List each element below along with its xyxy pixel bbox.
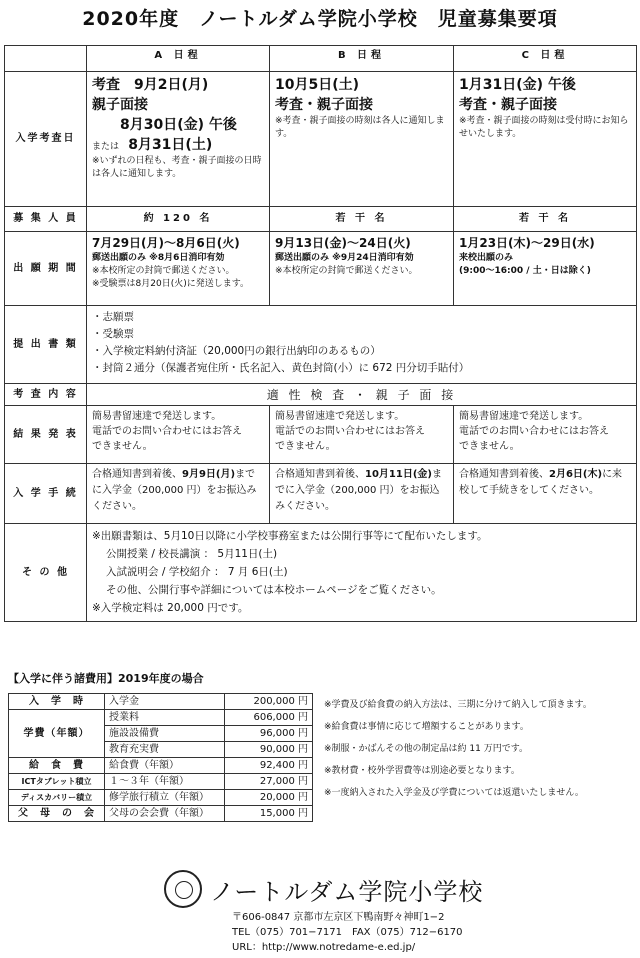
other-line: 入試説明会 / 学校紹介 ： 7 月 6日(土) bbox=[106, 566, 288, 578]
result-line: できません。 bbox=[275, 441, 336, 452]
exam-a-line3: 8月30日(金) 午後 bbox=[120, 117, 237, 133]
fee-cat: 入 学 時 bbox=[9, 694, 105, 710]
exam-c-note: ※考査・親子面接の時刻は受付時にお知らせいたします。 bbox=[459, 116, 629, 139]
school-name: ノートルダム学院小学校 bbox=[210, 878, 484, 906]
period-c-note1: (9:00～16:00 / 土・日は除く) bbox=[459, 266, 591, 276]
docs-item: ・志願票 bbox=[92, 311, 134, 323]
fee-amount: 15,000 円 bbox=[225, 806, 313, 822]
fee-item: 教育充実費 bbox=[105, 742, 225, 758]
fee-cat: 父 母 の 会 bbox=[9, 806, 105, 822]
page-title: 2020年度 ノートルダム学院小学校 児童募集要項 bbox=[82, 8, 558, 30]
fee-cat: ディスカバリー積立 bbox=[9, 790, 105, 806]
exam-a-or: または bbox=[92, 142, 120, 152]
fee-note: ※給食費は事情に応じて増額することがあります。 bbox=[324, 722, 529, 732]
fee-cat: ICTタブレット積立 bbox=[9, 774, 105, 790]
exam-c-line1: 1月31日(金) 午後 bbox=[459, 77, 576, 93]
fee-note: ※制服・かばんその他の制定品は約 11 万円です。 bbox=[324, 744, 528, 754]
period-a-range: 7月29日(月)～8月6日(火) bbox=[92, 236, 240, 250]
exam-b bbox=[270, 72, 454, 207]
fee-item: 授業料 bbox=[105, 710, 225, 726]
procedure-c bbox=[454, 464, 637, 524]
fee-amount: 606,000 円 bbox=[225, 710, 313, 726]
header-a: A 日程 bbox=[87, 46, 270, 72]
other-info bbox=[87, 524, 637, 622]
fee-notes bbox=[324, 694, 636, 804]
label-capacity: 募 集 人 員 bbox=[5, 207, 87, 232]
exam-b-note: ※考査・親子面接の時刻は各人に通知します。 bbox=[275, 116, 445, 139]
exam-c-line2: 考査・親子面接 bbox=[459, 97, 557, 113]
period-b-note1: ※本校所定の封筒で郵送ください。 bbox=[275, 266, 418, 276]
fee-amount: 92,400 円 bbox=[225, 758, 313, 774]
header-c: C 日程 bbox=[454, 46, 637, 72]
period-c bbox=[454, 232, 637, 306]
procedure-c-post: に来校して手続きをしてください。 bbox=[459, 469, 623, 496]
procedure-b bbox=[270, 464, 454, 524]
fee-row bbox=[9, 806, 313, 822]
fee-row bbox=[9, 790, 313, 806]
school-url: URL：http://www.notredame-e.ed.jp/ bbox=[232, 942, 416, 953]
label-docs: 提 出 書 類 bbox=[5, 306, 87, 384]
other-line: その他、公開行事や詳細については本校ホームページをご覧ください。 bbox=[106, 584, 442, 596]
school-contact bbox=[232, 910, 463, 955]
period-b-mail: 郵送出願のみ ※9月24日消印有効 bbox=[275, 253, 414, 263]
exam-a-line4: 8月31日(土) bbox=[128, 137, 213, 153]
procedure-c-pre: 合格通知書到着後、 bbox=[459, 469, 549, 480]
label-other: そ の 他 bbox=[5, 524, 87, 622]
capacity-c: 若 干 名 bbox=[454, 207, 637, 232]
result-b bbox=[270, 406, 454, 464]
fee-cat: 学費（年額） bbox=[9, 710, 105, 758]
result-line: 簡易書留速達で発送します。 bbox=[92, 411, 222, 422]
fee-row bbox=[9, 710, 313, 726]
exam-c bbox=[454, 72, 637, 207]
procedure-a-post: までに入学金（200,000 円）をお振込みください。 bbox=[92, 469, 257, 512]
result-line: できません。 bbox=[92, 441, 153, 452]
label-exam-date: 入学考査日 bbox=[5, 72, 87, 207]
docs-item: ・入学検定料納付済証（20,000円の銀行出納印のあるもの） bbox=[92, 345, 381, 357]
period-a-mail: 郵送出願のみ ※8月6日消印有効 bbox=[92, 253, 225, 263]
capacity-a: 約 120 名 bbox=[87, 207, 270, 232]
school-address: 〒606-0847 京都市左京区下鴨南野々神町1−2 bbox=[232, 912, 445, 923]
procedure-c-date: 2月6日(木) bbox=[549, 469, 603, 480]
fee-amount: 90,000 円 bbox=[225, 742, 313, 758]
docs-list bbox=[87, 306, 637, 384]
result-line: できません。 bbox=[459, 441, 520, 452]
fee-item: 給食費（年額） bbox=[105, 758, 225, 774]
exam-a bbox=[87, 72, 270, 207]
procedure-b-date: 10月11日(金) bbox=[365, 469, 432, 480]
capacity-b: 若 干 名 bbox=[270, 207, 454, 232]
school-crest-icon bbox=[164, 870, 202, 908]
docs-item: ・封筒２通分（保護者宛住所・氏名記入、黄色封筒(小）に 672 円分切手貼付） bbox=[92, 362, 470, 374]
fee-row bbox=[9, 694, 313, 710]
fee-amount: 20,000 円 bbox=[225, 790, 313, 806]
fees-table bbox=[8, 693, 313, 822]
procedure-a-pre: 合格通知書到着後、 bbox=[92, 469, 182, 480]
period-a-note2: ※受験票は8月20日(火)に発送します。 bbox=[92, 279, 250, 289]
fee-amount: 200,000 円 bbox=[225, 694, 313, 710]
period-b bbox=[270, 232, 454, 306]
fee-note: ※学費及び給食費の納入方法は、三期に分けて納入して頂きます。 bbox=[324, 700, 592, 710]
label-content: 考 査 内 容 bbox=[5, 384, 87, 406]
exam-b-line2: 考査・親子面接 bbox=[275, 97, 373, 113]
other-line: ※入学検定料は 20,000 円です。 bbox=[92, 602, 249, 614]
other-line: 公開授業 / 校長講演 ： 5月11日(土) bbox=[106, 548, 278, 560]
school-phone: TEL（075）701−7171 FAX（075）712−6170 bbox=[232, 927, 463, 938]
fee-cat: 給 食 費 bbox=[9, 758, 105, 774]
period-b-range: 9月13日(金)～24日(火) bbox=[275, 236, 411, 250]
fee-item: 入学金 bbox=[105, 694, 225, 710]
fee-item: 修学旅行積立（年額） bbox=[105, 790, 225, 806]
exam-a-note: ※いずれの日程も、考査・親子面接の日時は各人に通知します。 bbox=[92, 156, 262, 179]
fees-title: 【入学に伴う諸費用】2019年度の場合 bbox=[8, 672, 204, 685]
fee-amount: 96,000 円 bbox=[225, 726, 313, 742]
result-line: 電話でのお問い合わせにはお答え bbox=[459, 426, 609, 437]
procedure-b-post: までに入学金（200,000 円）をお振込みください。 bbox=[275, 469, 442, 512]
result-line: 簡易書留速達で発送します。 bbox=[275, 411, 405, 422]
procedure-a-date: 9月9日(月) bbox=[182, 469, 236, 480]
fee-item: 父母の会会費（年額） bbox=[105, 806, 225, 822]
procedure-a bbox=[87, 464, 270, 524]
exam-a-line1: 考査 9月2日(月) bbox=[92, 77, 209, 93]
fee-note: ※教材費・校外学習費等は別途必要となります。 bbox=[324, 766, 520, 776]
period-a-note1: ※本校所定の封筒で郵送ください。 bbox=[92, 266, 235, 276]
result-line: 電話でのお問い合わせにはお答え bbox=[92, 426, 242, 437]
label-result: 結 果 発 表 bbox=[5, 406, 87, 464]
fee-item: 施設設備費 bbox=[105, 726, 225, 742]
result-line: 簡易書留速達で発送します。 bbox=[459, 411, 589, 422]
admission-table bbox=[4, 45, 637, 622]
docs-item: ・受験票 bbox=[92, 328, 134, 340]
procedure-b-pre: 合格通知書到着後、 bbox=[275, 469, 365, 480]
label-procedure: 入 学 手 続 bbox=[5, 464, 87, 524]
exam-b-line1: 10月5日(土) bbox=[275, 77, 360, 93]
period-c-mail: 来校出願のみ bbox=[459, 253, 514, 263]
period-a bbox=[87, 232, 270, 306]
content-value: 適 性 検 査 ・ 親 子 面 接 bbox=[87, 384, 637, 406]
fee-note: ※一度納入された入学金及び学費については返還いたしません。 bbox=[324, 788, 584, 798]
exam-a-line2: 親子面接 bbox=[92, 97, 148, 113]
header-b: B 日程 bbox=[270, 46, 454, 72]
result-a bbox=[87, 406, 270, 464]
result-c bbox=[454, 406, 637, 464]
label-period: 出 願 期 間 bbox=[5, 232, 87, 306]
fee-row bbox=[9, 758, 313, 774]
result-line: 電話でのお問い合わせにはお答え bbox=[275, 426, 425, 437]
fee-row bbox=[9, 774, 313, 790]
fee-amount: 27,000 円 bbox=[225, 774, 313, 790]
other-line: ※出願書類は、5月10日以降に小学校事務室または公開行事等にて配布いたします。 bbox=[92, 530, 488, 542]
corner-cell bbox=[5, 46, 87, 72]
fee-item: １～３年（年額） bbox=[105, 774, 225, 790]
period-c-range: 1月23日(木)～29日(水) bbox=[459, 236, 595, 250]
